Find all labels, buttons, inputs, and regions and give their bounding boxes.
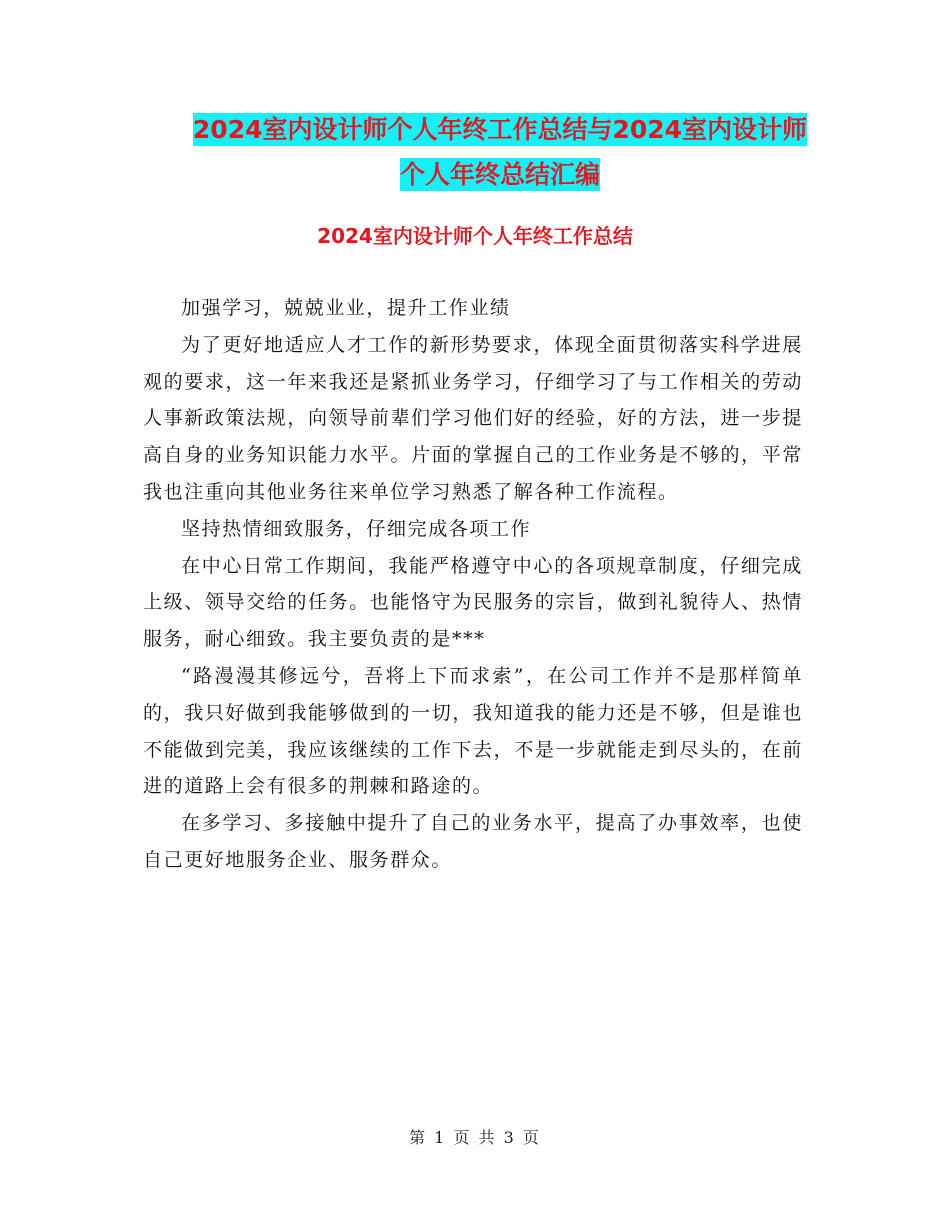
paragraph: 为了更好地适应人才工作的新形势要求，体现全面贯彻落实科学进展观的要求，这一年来我还是紧抓业务学习，仔细学习了与工作相关的劳动人事新政策法规，向领导前辈们学习他们好的经验，好的方法，进一步提高自身的业务知识能力水平。片面的掌握自己的工作业务是不够的，平常我也注重向其他业务往来单位学习熟悉了解各种工作流程。 bbox=[143, 333, 803, 503]
section-title: 2024室内设计师个人年终工作总结 bbox=[317, 224, 633, 248]
paragraph: “路漫漫其修远兮，吾将上下而求索”，在公司工作并不是那样简单的，我只好做到我能够做到的一切，我知道我的能力还是不够，但是谁也不能做到完美，我应该继续的工作下去，不是一步就能走到尽头的，在前进的道路上会有很多的荆棘和路途的。 bbox=[143, 664, 803, 798]
document-body bbox=[143, 290, 803, 879]
paragraph: 在中心日常工作期间，我能严格遵守中心的各项规章制度，仔细完成上级、领导交给的任务。也能恪守为民服务的宗旨，做到礼貌待人、热情服务，耐心细致。我主要负责的是*** bbox=[143, 554, 803, 651]
document-title-line-2 bbox=[150, 154, 850, 196]
title-highlight-2: 个人年终总结汇编 bbox=[399, 160, 600, 189]
page-number-footer: 第 1 页 共 3 页 bbox=[409, 1128, 541, 1147]
title-highlight-1: 2024室内设计师个人年终工作总结与2024室内设计师 bbox=[192, 115, 808, 144]
paragraph-heading-1: 加强学习，兢兢业业，提升工作业绩 bbox=[181, 297, 511, 319]
document-title-line-1 bbox=[150, 109, 850, 151]
paragraph: 在多学习、多接触中提升了自己的业务水平，提高了办事效率，也使自己更好地服务企业、服务群众。 bbox=[143, 812, 803, 871]
paragraph-heading-2: 坚持热情细致服务，仔细完成各项工作 bbox=[181, 517, 532, 540]
